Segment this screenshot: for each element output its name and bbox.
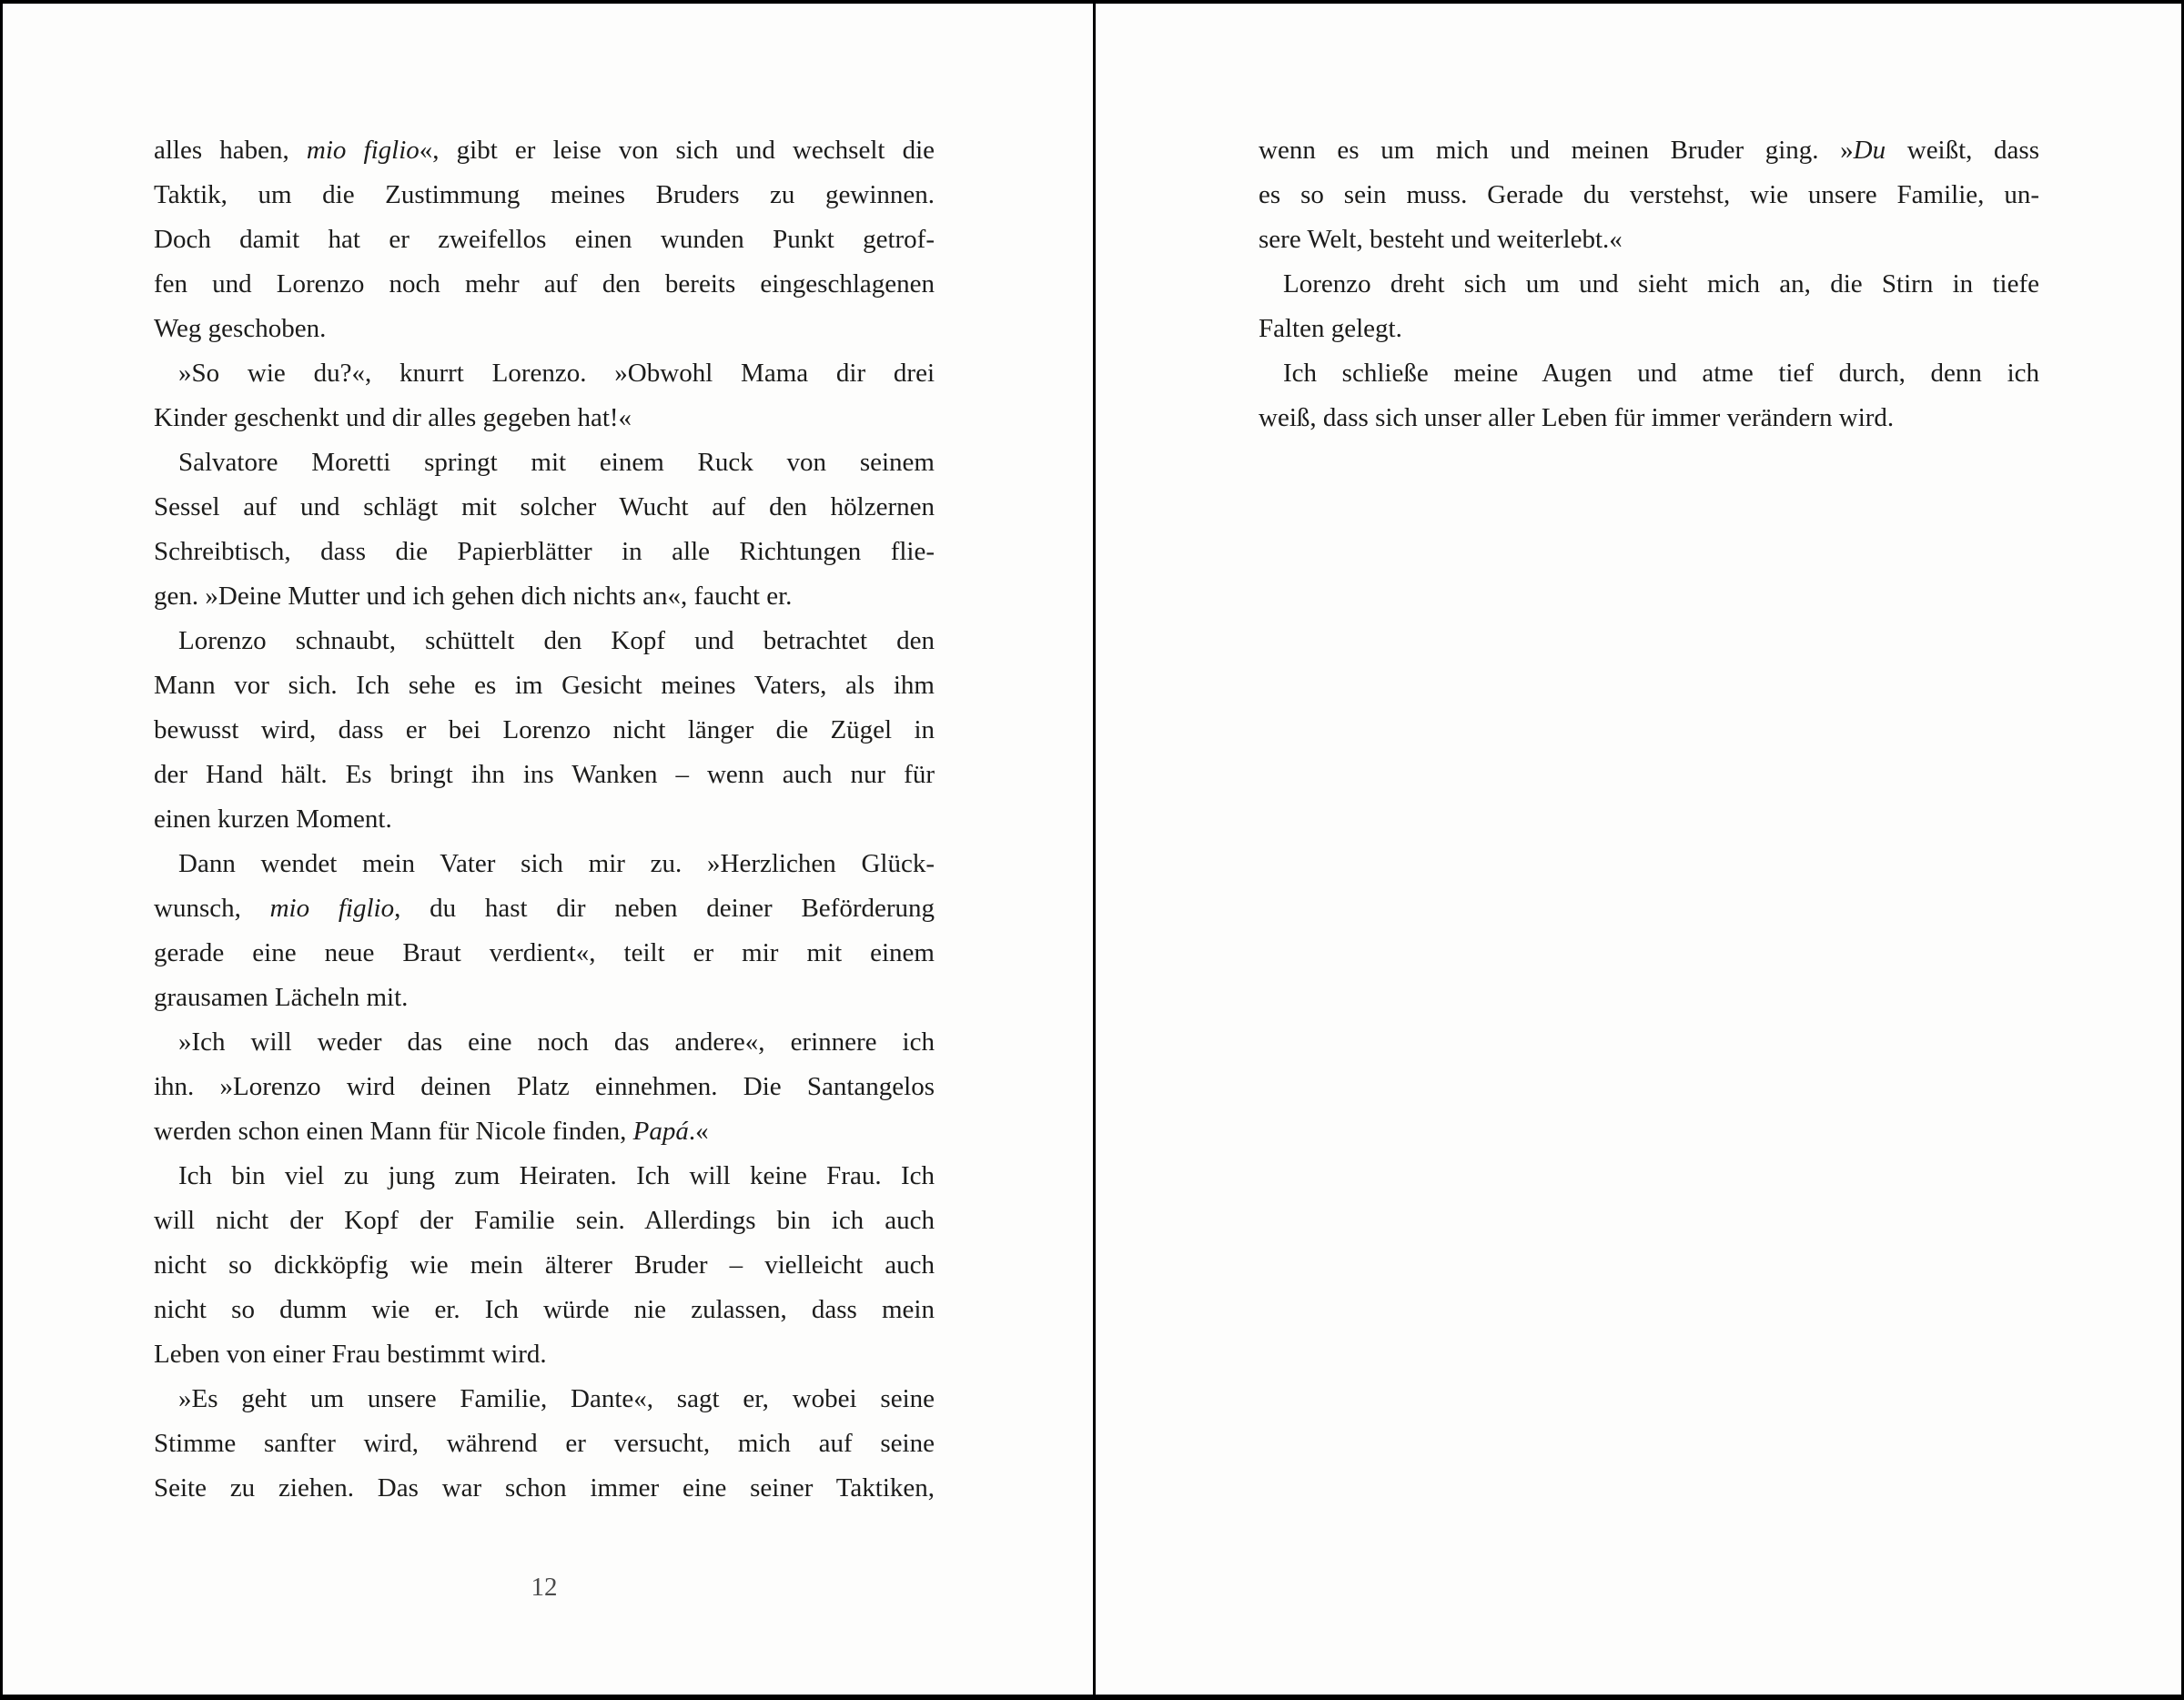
text-line: Falten gelegt. xyxy=(1259,314,1402,343)
text-line: Lorenzo dreht sich um und sieht mich an, die Stirn in tiefe xyxy=(1283,269,2039,299)
text-line: Ich bin viel zu jung zum Heiraten. Ich will keine Frau. Ich xyxy=(178,1161,935,1190)
right-page xyxy=(1096,4,2184,1695)
text-line: Kinder geschenkt und dir alles gegeben hat!« xyxy=(154,403,632,432)
text-line: Sessel auf und schlägt mit solcher Wucht auf den hölzernen xyxy=(154,492,935,521)
page-gutter-line xyxy=(1093,4,1096,1695)
text-line: sere Welt, besteht und weiterlebt.« xyxy=(1259,225,1623,254)
left-page-number: 12 xyxy=(531,1573,558,1602)
text-line: Leben von einer Frau bestimmt wird. xyxy=(154,1340,547,1369)
text-line: gen. »Deine Mutter und ich gehen dich nichts an«, faucht er. xyxy=(154,582,793,611)
text-line: Lorenzo schnaubt, schüttelt den Kopf und betrachtet den xyxy=(178,626,935,655)
text-line: ihn. »Lorenzo wird deinen Platz einnehmen. Die Santangelos xyxy=(154,1072,935,1101)
text-line: Ich schließe meine Augen und atme tief durch, denn ich xyxy=(1283,359,2039,388)
text-line: Doch damit hat er zweifellos einen wunden Punkt getrof- xyxy=(154,225,935,254)
right-page-text xyxy=(1259,128,2039,440)
text-line: »Es geht um unsere Familie, Dante«, sagt er, wobei seine xyxy=(178,1384,935,1413)
left-page-text xyxy=(154,128,935,1511)
text-line: einen kurzen Moment. xyxy=(154,804,392,834)
text-line: bewusst wird, dass er bei Lorenzo nicht länger die Zügel in xyxy=(154,715,935,744)
text-line: Salvatore Moretti springt mit einem Ruck von seinem xyxy=(178,448,935,477)
left-page xyxy=(3,4,1093,1695)
text-line: nicht so dickköpfig wie mein älterer Bruder – vielleicht auch xyxy=(154,1250,935,1280)
text-line: gerade eine neue Braut verdient«, teilt er mir mit einem xyxy=(154,938,935,967)
text-line: der Hand hält. Es bringt ihn ins Wanken – wenn auch nur für xyxy=(154,760,935,789)
text-line: wenn es um mich und meinen Bruder ging. »Du weißt, dass xyxy=(1259,136,2039,165)
text-line: Taktik, um die Zustimmung meines Bruders zu gewinnen. xyxy=(154,180,935,209)
text-line: wunsch, mio figlio, du hast dir neben deiner Beförderung xyxy=(154,894,935,923)
text-line: will nicht der Kopf der Familie sein. Allerdings bin ich auch xyxy=(154,1206,935,1235)
text-line: es so sein muss. Gerade du verstehst, wie unsere Familie, un- xyxy=(1259,180,2039,209)
text-line: »So wie du?«, knurrt Lorenzo. »Obwohl Mama dir drei xyxy=(178,359,935,388)
text-line: »Ich will weder das eine noch das andere«, erinnere ich xyxy=(178,1027,935,1057)
text-line: Stimme sanfter wird, während er versucht, mich auf seine xyxy=(154,1429,935,1458)
text-line: grausamen Lächeln mit. xyxy=(154,983,409,1012)
text-line: alles haben, mio figlio«, gibt er leise von sich und wechselt die xyxy=(154,136,935,165)
text-line: Weg geschoben. xyxy=(154,314,327,343)
text-line: Schreibtisch, dass die Papierblätter in alle Richtungen flie- xyxy=(154,537,935,566)
text-line: weiß, dass sich unser aller Leben für immer verändern wird. xyxy=(1259,403,1895,432)
text-line: fen und Lorenzo noch mehr auf den bereits eingeschlagenen xyxy=(154,269,935,299)
text-line: Seite zu ziehen. Das war schon immer eine seiner Taktiken, xyxy=(154,1473,935,1503)
text-line: nicht so dumm wie er. Ich würde nie zulassen, dass mein xyxy=(154,1295,935,1324)
text-line: werden schon einen Mann für Nicole finden, Papá.« xyxy=(154,1117,709,1146)
text-line: Dann wendet mein Vater sich mir zu. »Herzlichen Glück- xyxy=(178,849,935,878)
text-line: Mann vor sich. Ich sehe es im Gesicht meines Vaters, als ihm xyxy=(154,671,935,700)
